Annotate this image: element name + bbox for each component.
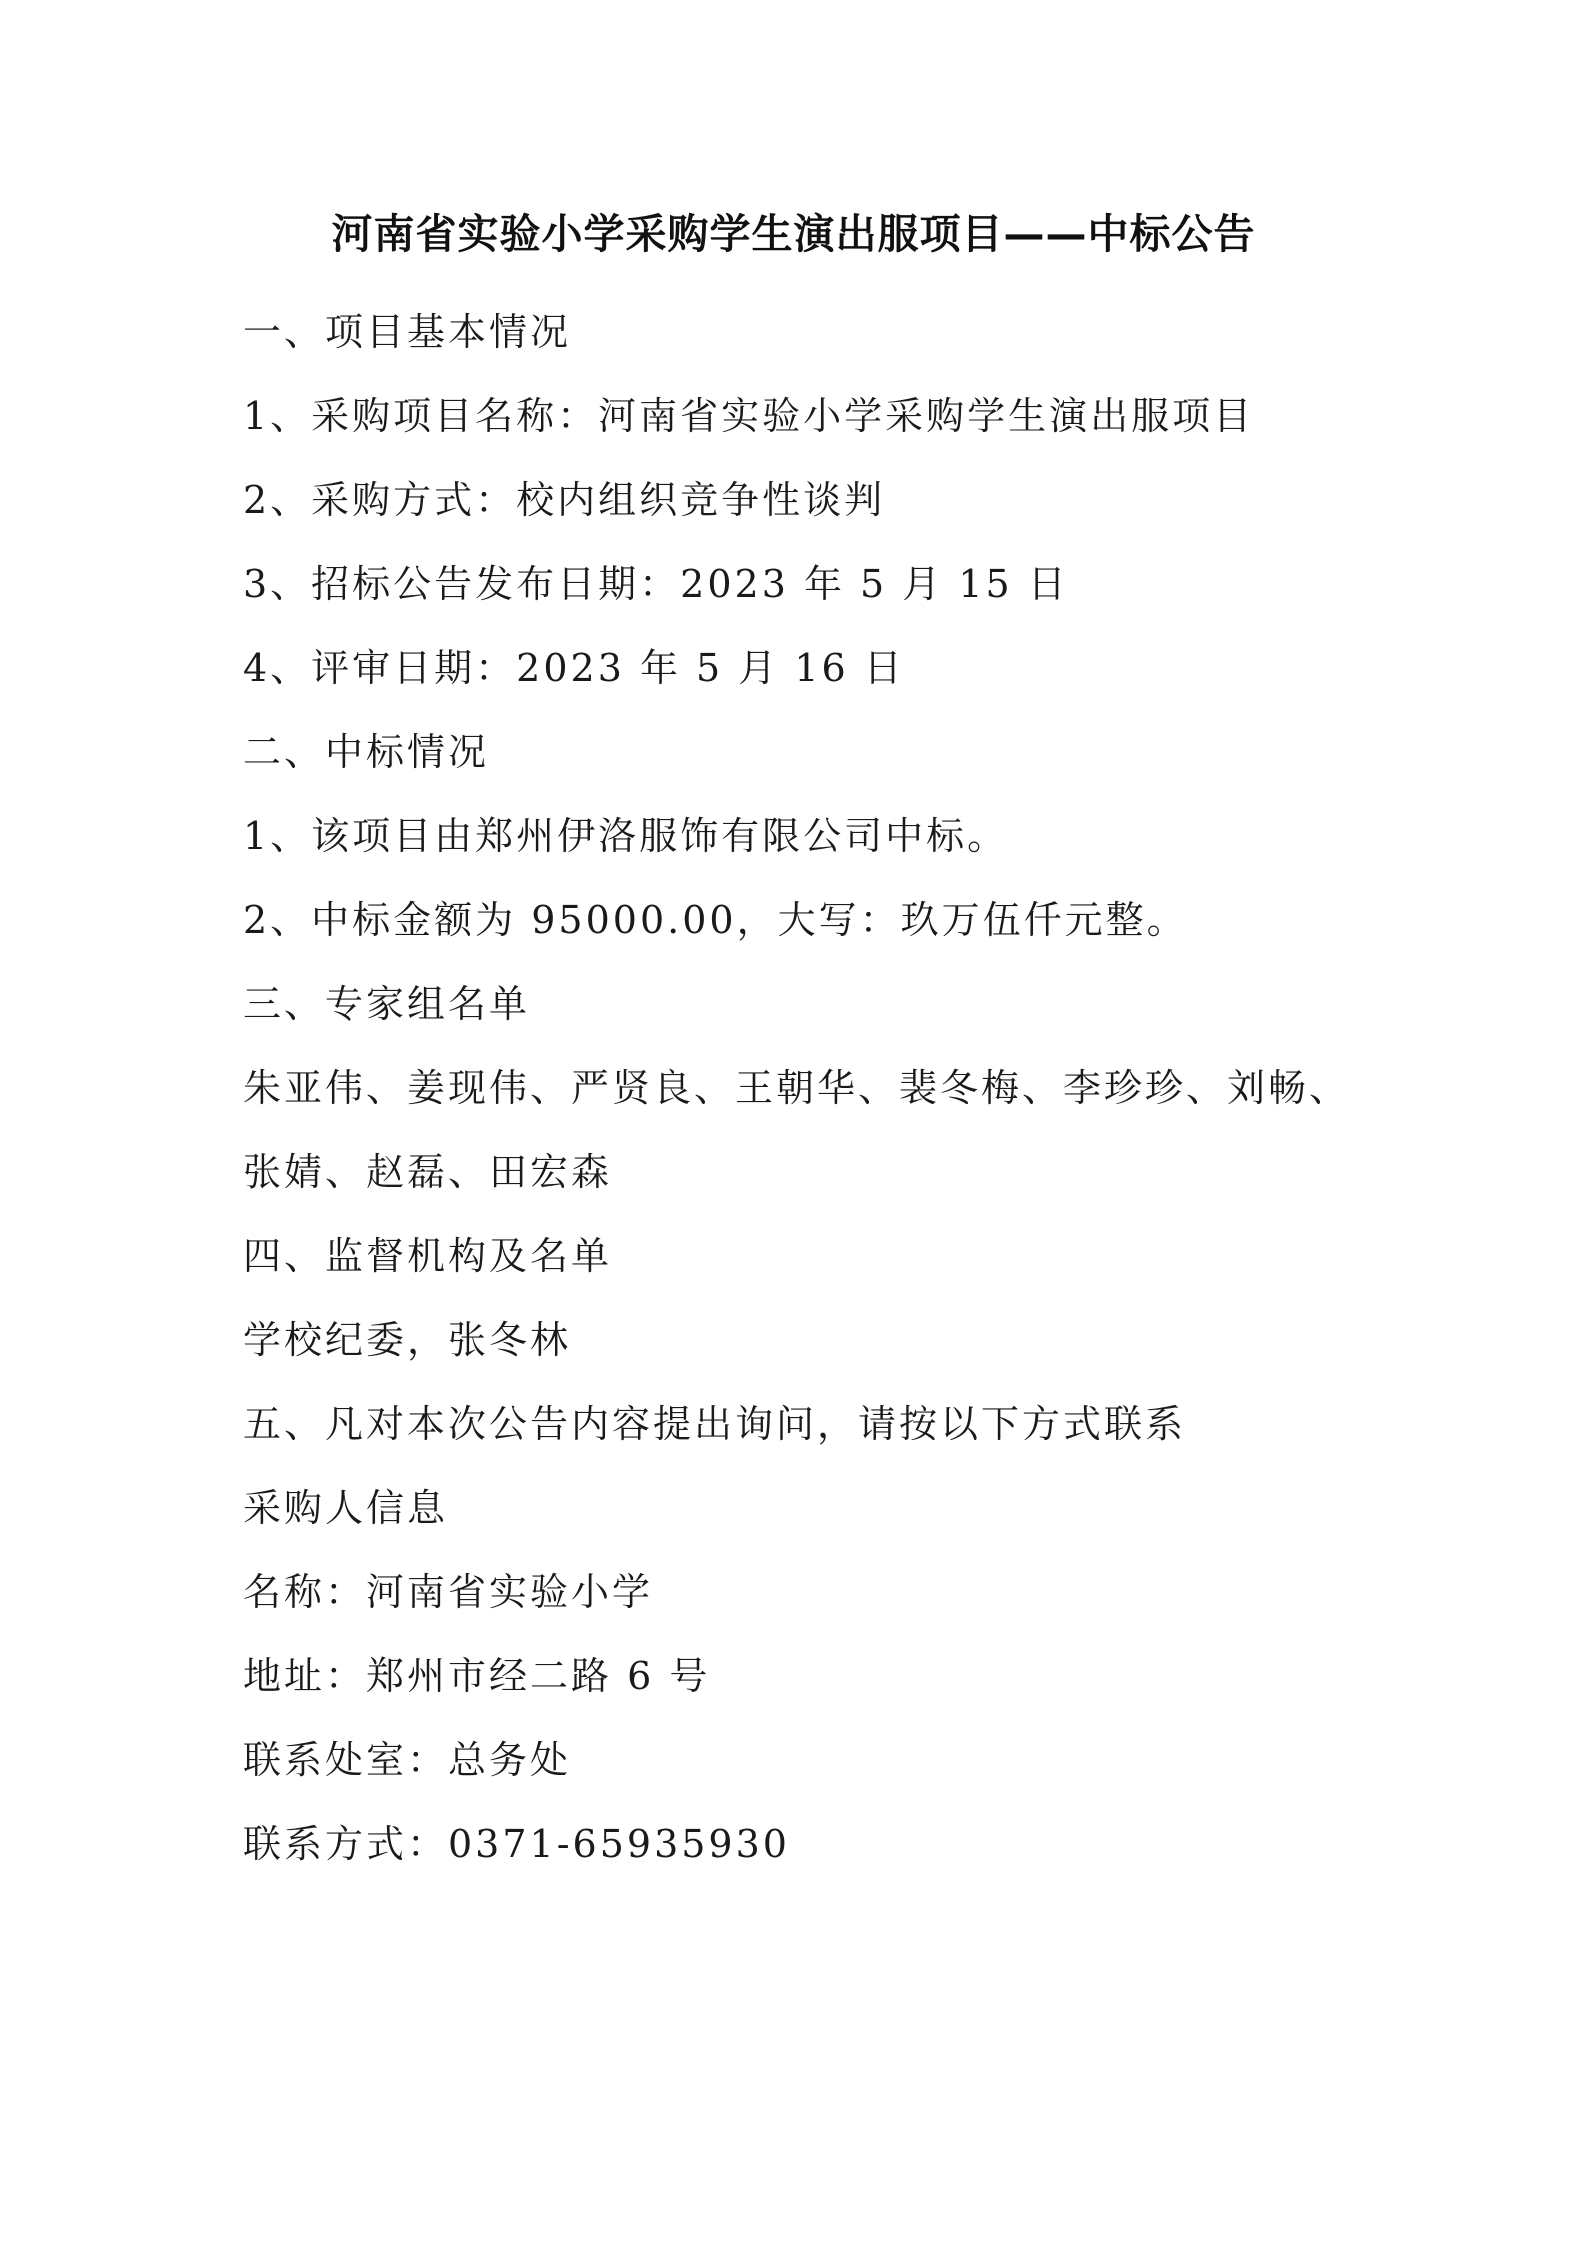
- project-name-line: 1、采购项目名称：河南省实验小学采购学生演出服项目: [243, 394, 1255, 438]
- announcement-date-line: 3、招标公告发布日期：2023 年 5 月 15 日: [243, 562, 1069, 606]
- winning-bidder-line: 1、该项目由郑州伊洛服饰有限公司中标。: [243, 814, 1009, 858]
- purchaser-info-heading: 采购人信息: [243, 1486, 449, 1530]
- contact-phone-line: 联系方式：0371-65935930: [243, 1822, 790, 1866]
- review-date-line: 4、评审日期：2023 年 5 月 16 日: [243, 646, 905, 690]
- document-body: [243, 290, 1403, 1886]
- award-amount-line: 2、中标金额为 95000.00，大写：玖万伍仟元整。: [243, 898, 1188, 942]
- section-heading-contact: 五、凡对本次公告内容提出询问，请按以下方式联系: [243, 1402, 1187, 1446]
- contact-office-line: 联系处室：总务处: [243, 1738, 572, 1782]
- supervision-line: 学校纪委，张冬林: [243, 1318, 572, 1362]
- purchaser-address-line: 地址：郑州市经二路 6 号: [243, 1654, 711, 1698]
- section-heading-basic-info: 一、项目基本情况: [243, 310, 572, 354]
- document-title: 河南省实验小学采购学生演出服项目——中标公告: [331, 210, 1256, 258]
- procurement-method-line: 2、采购方式：校内组织竞争性谈判: [243, 478, 886, 522]
- expert-names-line-2: 张婧、赵磊、田宏森: [243, 1150, 613, 1194]
- section-heading-award: 二、中标情况: [243, 730, 490, 774]
- purchaser-name-line: 名称：河南省实验小学: [243, 1570, 654, 1614]
- section-heading-supervision: 四、监督机构及名单: [243, 1234, 613, 1278]
- section-heading-experts: 三、专家组名单: [243, 982, 531, 1026]
- expert-names-line-1: 朱亚伟、姜现伟、严贤良、王朝华、裴冬梅、李珍珍、刘畅、: [243, 1066, 1351, 1110]
